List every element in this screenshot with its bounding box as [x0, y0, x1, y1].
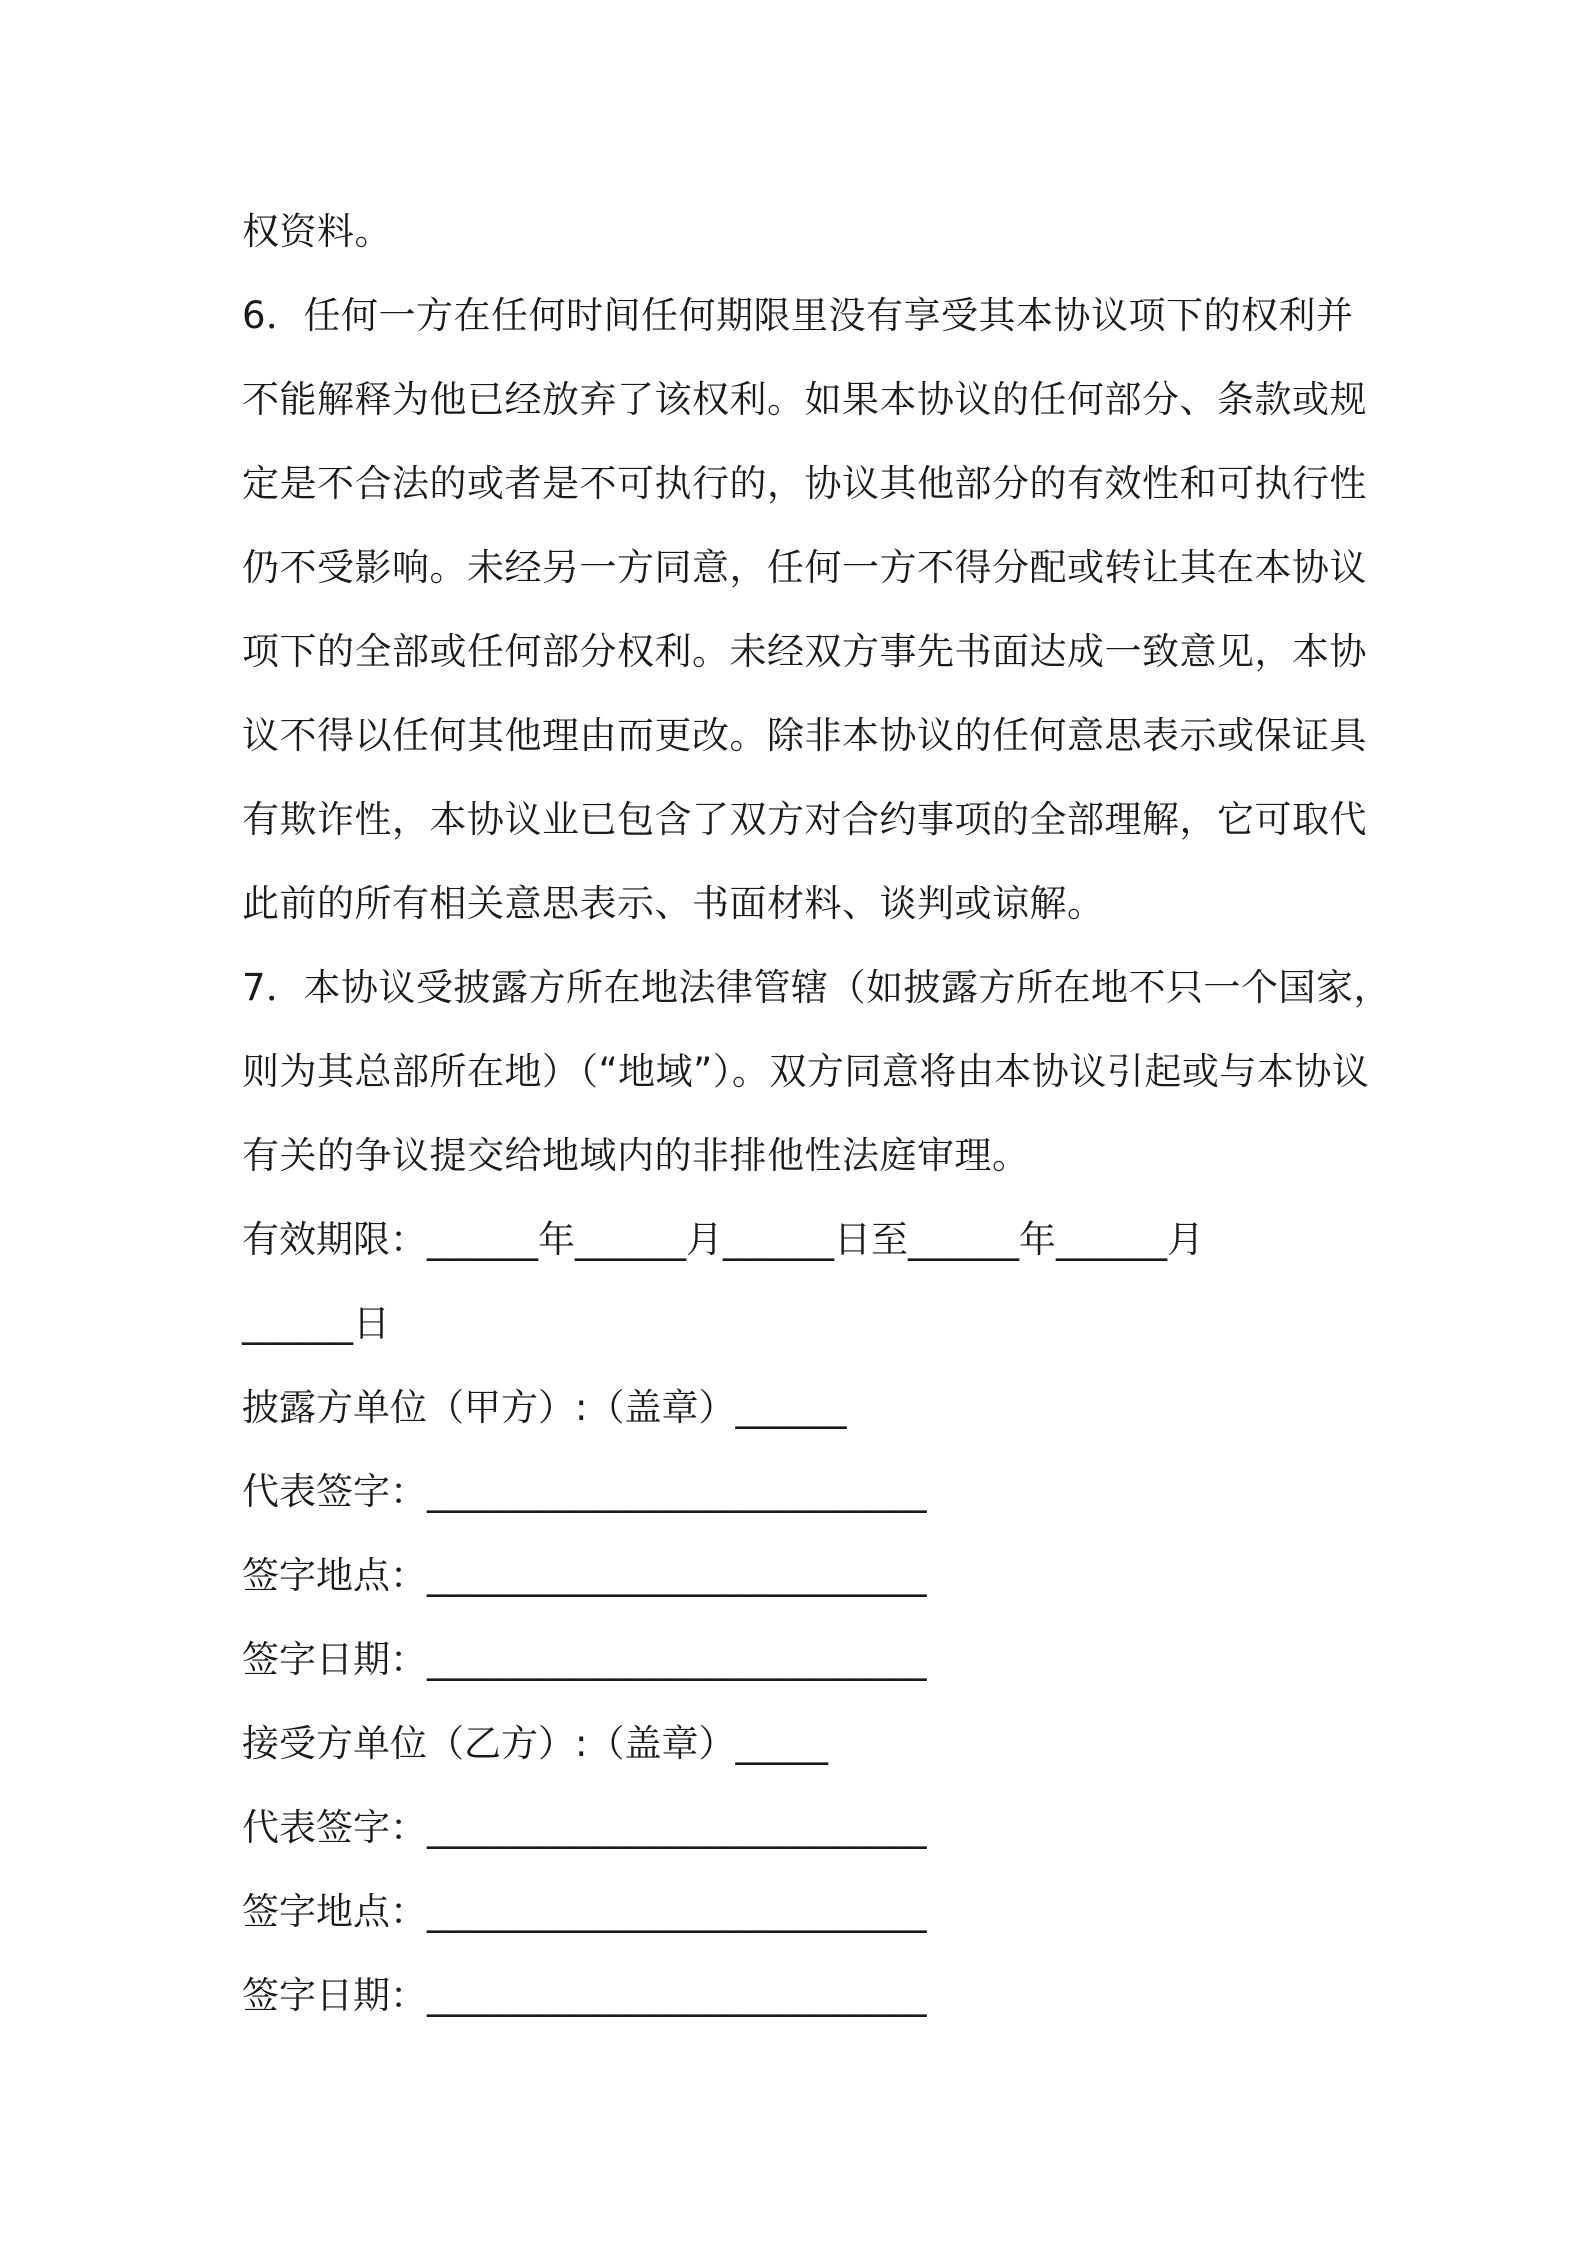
paragraph-6-line: 仍不受影响。未经另一方同意，任何一方不得分配或转让其在本协议 [242, 546, 1367, 589]
document-body [242, 190, 1392, 2038]
validity-period-line: ______日 [242, 1302, 390, 1345]
paragraph-7-line: 则为其总部所在地）（“地域”）。双方同意将由本协议引起或与本协议 [242, 1050, 1370, 1093]
party-b-sign-date-field: 签字日期：___________________________ [242, 1974, 927, 2017]
paragraph-6-line: 有欺诈性，本协议业已包含了双方对合约事项的全部理解，它可取代 [242, 798, 1367, 841]
party-a-sign-place-field: 签字地点：___________________________ [242, 1554, 927, 1597]
party-a-sign-date-field: 签字日期：___________________________ [242, 1638, 927, 1681]
party-a-unit-field: 披露方单位（甲方）:（盖章）______ [242, 1386, 847, 1429]
paragraph-6 [242, 274, 1367, 946]
paragraph-6-line: 项下的全部或任何部分权利。未经双方事先书面达成一致意见，本协 [242, 630, 1367, 673]
party-b-rep-signature-field: 代表签字：___________________________ [242, 1806, 927, 1849]
paragraph-7-line: 有关的争议提交给地域内的非排他性法庭审理。 [242, 1134, 1030, 1177]
paragraph-6-line: 议不得以任何其他理由而更改。除非本协议的任何意思表示或保证具 [242, 714, 1367, 757]
party-a-signature-block [242, 1366, 1364, 1702]
paragraph-6-line: 不能解释为他已经放弃了该权利。如果本协议的任何部分、条款或规 [242, 378, 1367, 421]
paragraph-6-line: 此前的所有相关意思表示、书面材料、谈判或谅解。 [242, 882, 1105, 925]
party-b-sign-place-field: 签字地点：___________________________ [242, 1890, 927, 1933]
paragraph-7 [242, 946, 1392, 1198]
paragraph-6-line: 6．任何一方在任何时间任何期限里没有享受其本协议项下的权利并 [242, 294, 1354, 337]
party-b-signature-block [242, 1702, 1364, 2038]
validity-period [242, 1198, 1364, 1366]
paragraph-5-tail-line: 权资料。 [242, 210, 392, 253]
party-a-rep-signature-field: 代表签字：___________________________ [242, 1470, 927, 1513]
paragraph-6-line: 定是不合法的或者是不可执行的，协议其他部分的有效性和可执行性 [242, 462, 1367, 505]
party-b-unit-field: 接受方单位（乙方）:（盖章）_____ [242, 1722, 828, 1765]
paragraph-7-line: 7．本协议受披露方所在地法律管辖（如披露方所在地不只一个国家， [242, 966, 1392, 1009]
validity-period-line: 有效期限：______年______月______日至______年______月 [242, 1218, 1204, 1261]
